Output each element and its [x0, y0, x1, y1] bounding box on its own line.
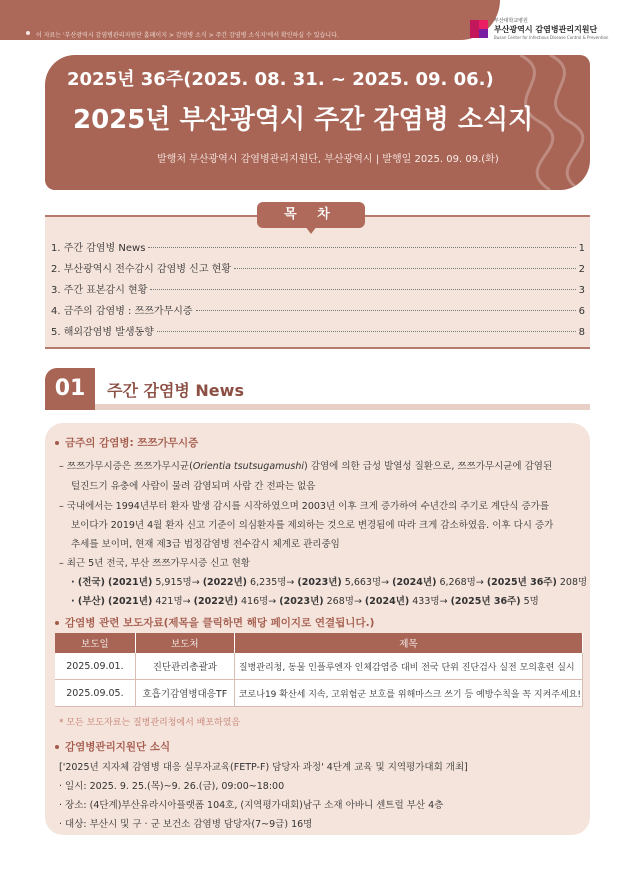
- paragraph-line: 추세를 보이며, 현재 제3급 법정감염병 전수감시 체계로 관리중임: [71, 539, 340, 550]
- table-row[interactable]: [55, 653, 583, 680]
- bullet-icon: [55, 441, 59, 445]
- publisher-info: 발행처 부산광역시 감염병관리지원단, 부산광역시 | 발행일 2025. 09. 09.(화): [157, 154, 499, 165]
- event-target: · 대상: 부산시 및 구 · 군 보건소 감염병 담당자(7~9급) 16명: [59, 819, 313, 830]
- section-underline: [95, 404, 590, 410]
- column-header: 보도처: [135, 633, 234, 653]
- column-header: 보도일: [55, 633, 135, 653]
- title-banner: [45, 55, 590, 190]
- organization-logo: [468, 16, 623, 44]
- logo-english-name: Busan Center for Infectious Disease Control & Prevention: [494, 35, 609, 40]
- week-range: 2025년 36주(2025. 08. 31. ~ 2025. 09. 06.): [67, 69, 494, 90]
- top-notice-bar: [0, 0, 500, 40]
- toc-item[interactable]: 4. 금주의 감염병 : 쯔쯔가무시증 6: [51, 306, 585, 317]
- logo-hospital-name: 부산대학교병원: [494, 18, 528, 24]
- paragraph-line: – 최근 5년 전국, 부산 쯔쯔가무시증 신고 현황: [59, 558, 250, 569]
- toc-pointer-icon: [305, 226, 317, 234]
- release-date: 2025.09.01.: [55, 653, 135, 680]
- paragraph-line: – 국내에서는 1994년부터 환자 발생 감시를 시작하였으며 2003년 이후 크게 증가하여 수년간의 주기로 계단식 증가를: [59, 501, 549, 512]
- logo-center-name: 부산광역시 감염병관리지원단: [494, 25, 598, 34]
- toc-item[interactable]: 5. 해외감염병 발생동향 8: [51, 327, 585, 338]
- release-date: 2025.09.05.: [55, 680, 135, 707]
- event-date: · 일시: 2025. 9. 25.(목)~9. 26.(금), 09:00~18:00: [59, 781, 285, 792]
- release-source: 호흡기감염병대응TF: [135, 680, 234, 707]
- press-note: * 모든 보도자료는 질병관리청에서 배포하였음: [59, 718, 241, 728]
- table-row[interactable]: [55, 680, 583, 707]
- toc-item[interactable]: 2. 부산광역시 전수감시 감염병 신고 현황 2: [51, 264, 585, 275]
- event-place: · 장소: (4단계)부산유라시아플랫폼 104호, (지역평가대회)남구 소재 아바니 센트럴 부산 4층: [59, 800, 444, 811]
- bullet-icon: [55, 745, 59, 749]
- busan-cases-line: · (부산) (2021년) 421명→ (2022년) 416명→ (2023년) 268명→ (2024년) 433명→ (2025년 36주) 5명: [71, 596, 539, 607]
- press-release-table: [55, 633, 583, 707]
- paragraph-line: 보이다가 2019년 4월 환자 신고 기준이 의심환자를 제외하는 것으로 변경됨에 따라 크게 감소하였음. 이후 다시 증가: [71, 520, 554, 531]
- logo-mark-icon: [468, 18, 490, 40]
- release-title-link[interactable]: 질병관리청, 동물 인플루엔자 인체감염증 대비 전국 단위 진단검사 실전 모의훈련 실시: [234, 653, 582, 680]
- toc-item[interactable]: 3. 주간 표본감시 현황 3: [51, 285, 585, 296]
- bullet-icon: [26, 31, 30, 35]
- center-news-heading: 감염병관리지원단 소식: [55, 739, 170, 754]
- paragraph-line: – 쯔쯔가무시증은 쯔쯔가무시균(Orientia tsutsugamushi) 감염에 의한 급성 발열성 질환으로, 쯔쯔가무시균에 감염된: [59, 461, 553, 472]
- release-title-link[interactable]: 코로나19 확산세 지속, 고위험군 보호를 위해마스크 쓰기 등 예방수칙을 꼭 지켜주세요!: [234, 680, 582, 707]
- paragraph-line: 털진드기 유충에 사람이 물려 감염되며 사람 간 전파는 없음: [71, 481, 316, 492]
- table-header-row: [55, 633, 583, 653]
- press-release-heading: 감염병 관련 보도자료(제목을 클릭하면 해당 페이지로 연결됩니다.): [55, 615, 374, 630]
- national-cases-line: · (전국) (2021년) 5,915명→ (2022년) 6,235명→ (2023년) 5,663명→ (2024년) 6,268명→ (2025년 36주) 208명: [71, 577, 588, 588]
- event-title: ['2025년 지자체 감염병 대응 실무자교육(FETP-F) 담당자 과정' 4단계 교육 및 지역평가대회 개최]: [59, 762, 468, 773]
- news-content-box: [45, 423, 590, 835]
- page-title: 2025년 부산광역시 주간 감염병 소식지: [73, 105, 534, 135]
- weekly-disease-heading: 금주의 감염병: 쯔쯔가무시증: [55, 435, 198, 450]
- table-of-contents: [45, 215, 590, 349]
- release-source: 진단관리총괄과: [135, 653, 234, 680]
- notice-text: 이 자료는 '부산광역시 감염병관리지원단 홈페이지 > 감염병 소식 > 주간 감염병 소식지'에서 확인하실 수 있습니다.: [36, 32, 339, 39]
- toc-item[interactable]: 1. 주간 감염병 News 1: [51, 243, 585, 254]
- column-header: 제목: [234, 633, 582, 653]
- section-number: 01: [45, 368, 95, 410]
- bullet-icon: [55, 621, 59, 625]
- section-title: 주간 감염병 News: [107, 381, 244, 400]
- toc-label: 목 차: [257, 202, 365, 228]
- section-header: [45, 368, 590, 410]
